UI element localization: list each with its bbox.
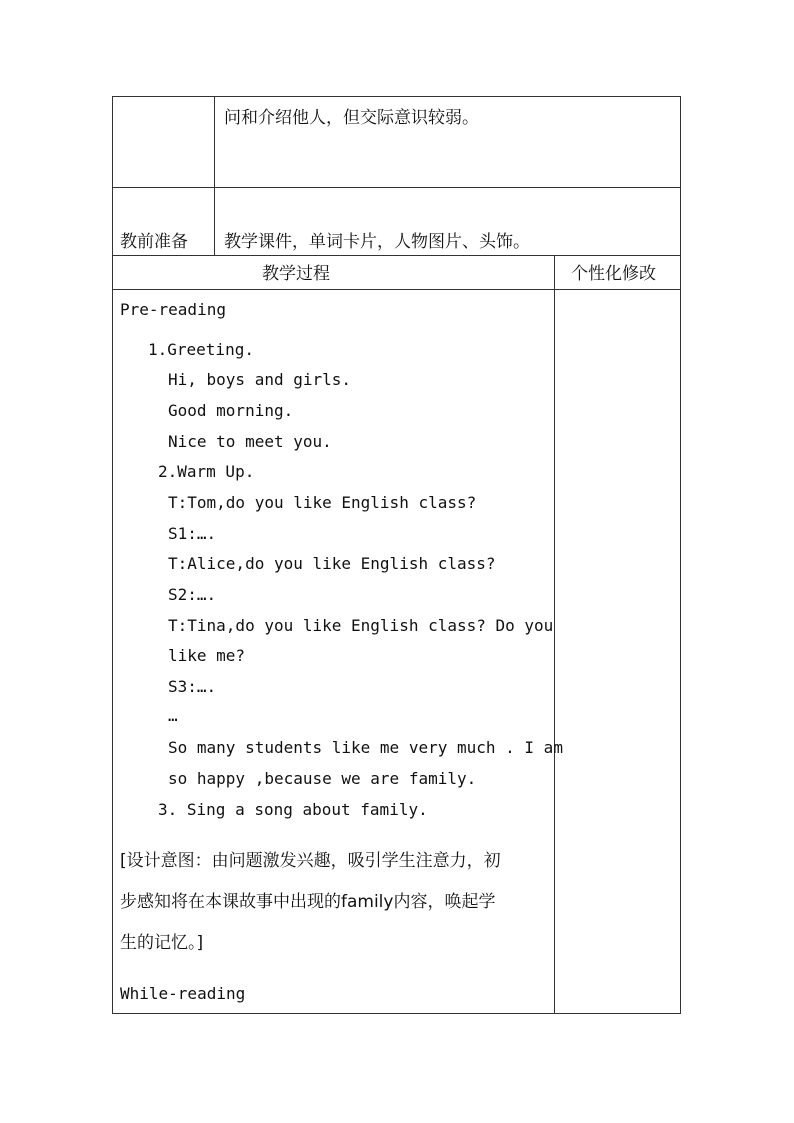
greeting-item: 1.Greeting. xyxy=(148,340,254,359)
dialogue-ellipsis: … xyxy=(168,706,178,725)
greeting-line-morning: Good morning. xyxy=(168,401,294,420)
dialogue-s1: S1:…. xyxy=(168,524,217,543)
design-intent-line1: [设计意图：由问题激发兴趣，吸引学生注意力，初 xyxy=(120,851,501,871)
summary-line1: So many students like me very much . I am xyxy=(168,738,563,757)
pre-reading-heading: Pre-reading xyxy=(120,300,226,319)
process-header: 教学过程 xyxy=(262,264,330,284)
modify-column-divider xyxy=(554,255,555,1014)
greeting-line-nice: Nice to meet you. xyxy=(168,432,332,451)
preparation-label: 教前准备 xyxy=(120,232,188,252)
warm-up-item: 2.Warm Up. xyxy=(158,462,255,481)
sing-item: 3. Sing a song about family. xyxy=(158,800,428,819)
summary-line2: so happy ,because we are family. xyxy=(168,769,477,788)
dialogue-t-tina-line1: T:Tina,do you like English class? Do you xyxy=(168,616,554,635)
dialogue-s2: S2:…. xyxy=(168,585,217,604)
row-divider-1 xyxy=(112,187,681,188)
dialogue-t-tom: T:Tom,do you like English class? xyxy=(168,493,477,512)
dialogue-t-tina-line2: like me? xyxy=(168,646,246,665)
modify-header: 个性化修改 xyxy=(571,264,656,284)
row-divider-2 xyxy=(112,255,681,256)
while-reading-heading: While-reading xyxy=(120,984,246,1003)
row1-content: 问和介绍他人，但交际意识较弱。 xyxy=(224,108,479,128)
design-intent-line2: 步感知将在本课故事中出现的family内容，唤起学 xyxy=(120,892,496,912)
row-divider-3 xyxy=(112,289,681,290)
dialogue-s3: S3:…. xyxy=(168,677,217,696)
preparation-content: 教学课件，单词卡片，人物图片、头饰。 xyxy=(224,232,530,252)
design-intent-line3: 生的记忆。] xyxy=(120,933,204,953)
label-column-divider xyxy=(214,96,215,255)
dialogue-t-alice: T:Alice,do you like English class? xyxy=(168,554,496,573)
greeting-line-hi: Hi, boys and girls. xyxy=(168,370,352,389)
